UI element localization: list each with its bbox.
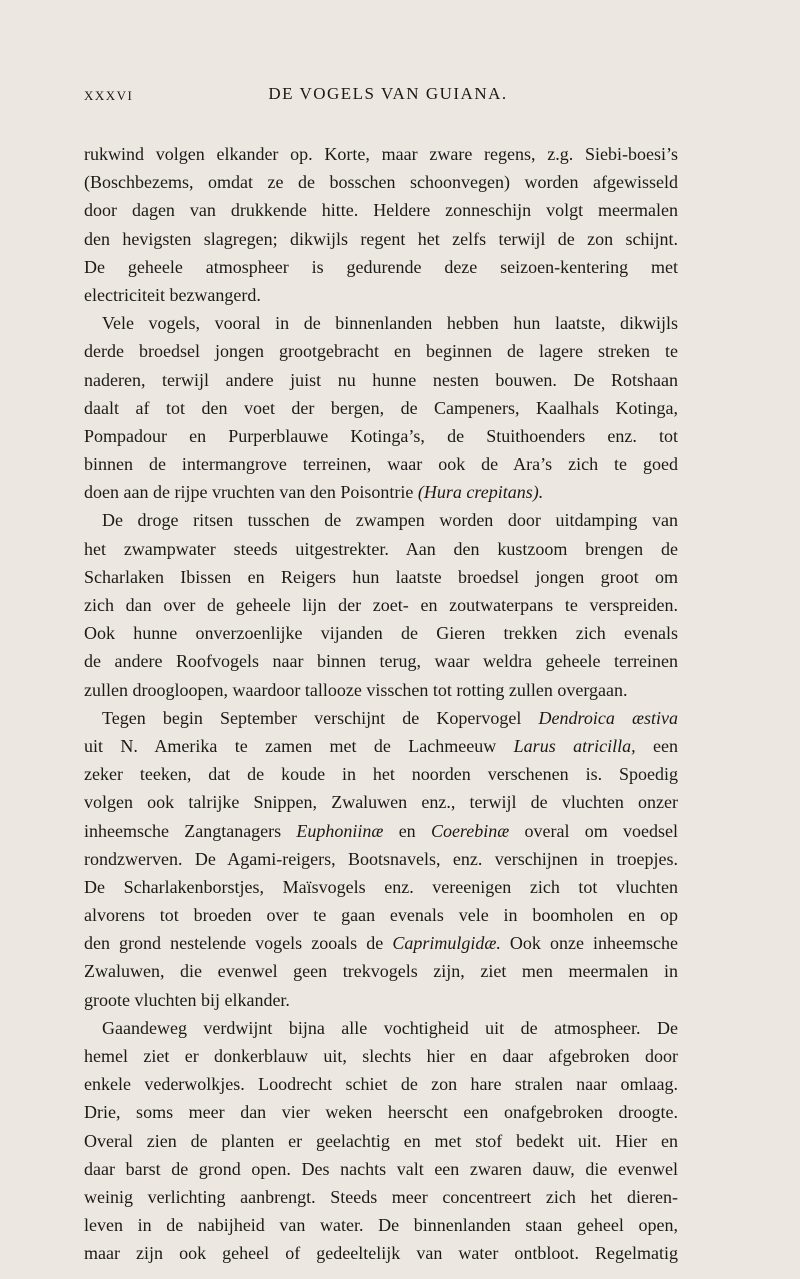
- italic-text: Dendroica æstiva: [538, 707, 678, 728]
- italic-text: Larus atricilla,: [513, 735, 636, 756]
- text-fragment: Tegen begin September verschijnt de Kopervogel: [102, 707, 539, 728]
- text-line: [84, 704, 678, 732]
- text-line: [84, 1211, 678, 1239]
- text-fragment: electriciteit bezwangerd.: [84, 284, 261, 305]
- text-fragment: groote vluchten bij elkander.: [84, 989, 290, 1010]
- text-fragment: rondzwerven. De Agami-reigers, Bootsnavels, enz. verschijnen in troepjes.: [84, 848, 678, 869]
- text-line: [84, 647, 678, 675]
- text-line: [84, 788, 678, 816]
- text-line: [84, 1014, 678, 1042]
- text-line: [84, 225, 678, 253]
- text-fragment: door dagen van drukkende hitte. Heldere zonneschijn volgt meermalen: [84, 200, 678, 221]
- text-fragment: daalt af tot den voet der bergen, de Campeners, Kaalhals Kotinga,: [84, 397, 678, 418]
- text-line: [84, 281, 678, 309]
- text-line: [84, 817, 678, 845]
- text-fragment: Scharlaken Ibissen en Reigers hun laatste broedsel jongen groot om: [84, 566, 678, 587]
- text-fragment: en: [383, 820, 431, 841]
- italic-text: Coerebinæ: [430, 820, 510, 841]
- text-fragment: uit N. Amerika te zamen met de Lachmeeuw: [84, 735, 514, 756]
- text-fragment: Ook hunne onverzoenlijke vijanden de Gieren trekken zich evenals: [84, 623, 678, 644]
- text-line: [84, 845, 678, 873]
- text-fragment: alvorens tot broeden over te gaan evenals vele in boomholen en op: [84, 905, 678, 926]
- text-fragment: naderen, terwijl andere juist nu hunne nesten bouwen. De Rotshaan: [84, 369, 678, 390]
- text-line: [84, 929, 678, 957]
- text-fragment: leven in de nabijheid van water. De binnenlanden staan geheel open,: [84, 1215, 678, 1236]
- text-fragment: enkele vederwolkjes. Loodrecht schiet de zon hare stralen naar omlaag.: [84, 1074, 678, 1095]
- text-line: [84, 760, 678, 788]
- text-fragment: Ook onze inheemsche: [500, 933, 678, 954]
- text-fragment: daar barst de grond open. Des nachts valt een zwaren dauw, die evenwel: [84, 1158, 678, 1179]
- text-line: [84, 337, 678, 365]
- text-fragment: Overal zien de planten er geelachtig en met stof bedekt uit. Hier en: [84, 1130, 678, 1151]
- text-line: [84, 422, 678, 450]
- text-line: [84, 986, 678, 1014]
- text-line: [84, 957, 678, 985]
- text-fragment: hemel ziet er donkerblauw uit, slechts hier en daar afgebroken door: [84, 1046, 678, 1066]
- text-fragment: De Scharlakenborstjes, Maïsvogels enz. vereenigen zich tot vluchten: [84, 876, 678, 897]
- text-fragment: Zwaluwen, die evenwel geen trekvogels zijn, ziet men meermalen in: [84, 961, 678, 982]
- text-fragment: De droge ritsen tusschen de zwampen worden door uitdamping van: [102, 510, 678, 531]
- text-line: [84, 168, 678, 196]
- text-line: [84, 1183, 678, 1211]
- text-line: [84, 1155, 678, 1183]
- text-line: [84, 732, 678, 760]
- text-line: [84, 1070, 678, 1098]
- text-fragment: maar zijn ook geheel of gedeeltelijk van water ontbloot. Regelmatig: [84, 1243, 678, 1264]
- italic-text: Caprimulgidæ.: [392, 933, 501, 954]
- text-line: [84, 535, 678, 563]
- text-line: [84, 1127, 678, 1155]
- text-line: [84, 676, 678, 704]
- text-line: [84, 591, 678, 619]
- text-fragment: doen aan de rijpe vruchten van den Poisontrie: [84, 482, 418, 503]
- text-line: [84, 140, 678, 168]
- text-fragment: den grond nestelende vogels zooals de: [84, 933, 393, 954]
- text-fragment: binnen de intermangrove terreinen, waar ook de Ara’s zich te goed: [84, 454, 678, 475]
- text-line: [84, 309, 678, 337]
- text-fragment: overal om voedsel: [509, 820, 678, 841]
- text-fragment: inheemsche Zangtanagers: [84, 820, 297, 841]
- text-fragment: rukwind volgen elkander op. Korte, maar zware regens, z.g. Siebi-boesi’s: [84, 144, 678, 164]
- page-number: XXXVI: [84, 88, 134, 103]
- text-fragment: Pompadour en Purperblauwe Kotinga’s, de Stuithoenders enz. tot: [84, 425, 678, 446]
- italic-text: (Hura crepitans).: [417, 482, 544, 503]
- text-line: [84, 506, 678, 534]
- text-line: [84, 253, 678, 281]
- text-fragment: Drie, soms meer dan vier weken heerscht een onafgebroken droogte.: [84, 1102, 678, 1123]
- text-fragment: derde broedsel jongen grootgebracht en beginnen de lagere streken te: [84, 341, 678, 362]
- text-line: [84, 619, 678, 647]
- text-line: [84, 196, 678, 224]
- text-fragment: zich dan over de geheele lijn der zoet- en zoutwaterpans te verspreiden.: [84, 595, 678, 615]
- text-fragment: (Boschbezems, omdat ze de bosschen schoonvegen) worden afgewisseld: [84, 172, 678, 193]
- text-fragment: het zwampwater steeds uitgestrekter. Aan den kustzoom brengen de: [84, 538, 678, 559]
- text-fragment: De geheele atmospheer is gedurende deze seizoen-kentering met: [84, 256, 678, 277]
- text-fragment: zullen droogloopen, waardoor tallooze visschen tot rotting zullen overgaan.: [84, 679, 628, 700]
- text-line: [84, 366, 678, 394]
- text-line: [84, 1042, 678, 1070]
- text-line: [84, 1239, 678, 1267]
- text-fragment: Vele vogels, vooral in de binnenlanden hebben hun laatste, dikwijls: [102, 313, 678, 334]
- text-line: [84, 563, 678, 591]
- text-line: [84, 1098, 678, 1126]
- text-fragment: den hevigsten slagregen; dikwijls regent het zelfs terwijl de zon schijnt.: [84, 228, 678, 249]
- text-fragment: volgen ook talrijke Snippen, Zwaluwen enz., terwijl de vluchten onzer: [84, 792, 678, 813]
- text-fragment: zeker teeken, dat de koude in het noorden verschenen is. Spoedig: [84, 764, 678, 785]
- body-text: [84, 140, 678, 1268]
- text-fragment: Gaandeweg verdwijnt bijna alle vochtigheid uit de atmospheer. De: [102, 1017, 678, 1038]
- running-head: [84, 84, 692, 108]
- running-title: DE VOGELS VAN GUIANA.: [268, 84, 508, 103]
- text-line: [84, 478, 678, 506]
- text-line: [84, 394, 678, 422]
- text-line: [84, 450, 678, 478]
- italic-text: Euphoniinæ: [296, 820, 384, 841]
- text-line: [84, 901, 678, 929]
- text-fragment: een: [635, 735, 678, 756]
- text-line: [84, 873, 678, 901]
- text-fragment: weinig verlichting aanbrengt. Steeds meer concentreert zich het dieren-: [84, 1186, 678, 1207]
- text-fragment: de andere Roofvogels naar binnen terug, waar weldra geheele terreinen: [84, 651, 678, 672]
